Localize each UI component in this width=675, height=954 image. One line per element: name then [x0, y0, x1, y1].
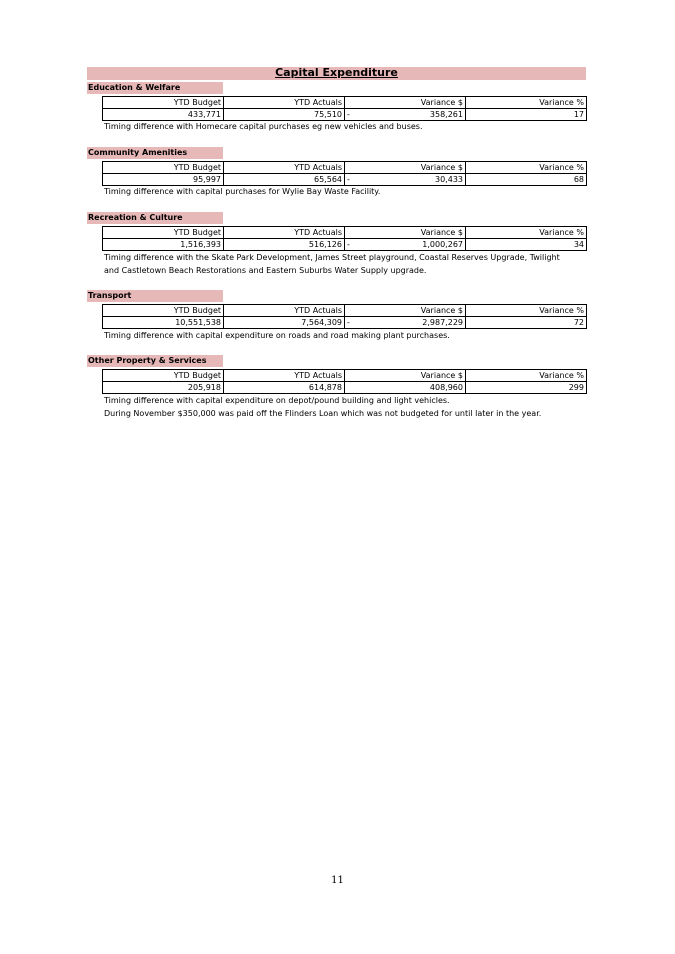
table-header-row [103, 162, 587, 174]
section-heading: Education & Welfare [87, 82, 223, 94]
page-title: Capital Expenditure [275, 66, 398, 79]
note-line: Timing difference with Homecare capital purchases eg new vehicles and buses. [104, 122, 423, 131]
variance-table [102, 369, 587, 394]
section-heading: Community Amenities [87, 147, 223, 159]
header-variance-percent: Variance % [466, 370, 587, 382]
variance-dollar-cell [345, 239, 466, 251]
note-line: Timing difference with capital expenditure on roads and road making plant purchases. [104, 331, 450, 340]
header-ytd-budget: YTD Budget [103, 227, 224, 239]
variance-dollar-cell [345, 174, 466, 186]
ytd-budget-value: 205,918 [103, 382, 224, 394]
header-ytd-actuals: YTD Actuals [224, 227, 345, 239]
header-ytd-budget: YTD Budget [103, 370, 224, 382]
ytd-actuals-value: 614,878 [224, 382, 345, 394]
table-row [103, 109, 587, 121]
variance-percent-value: 34 [466, 239, 587, 251]
variance-percent-value: 17 [466, 109, 587, 121]
header-variance-percent: Variance % [466, 305, 587, 317]
table-header-row [103, 97, 587, 109]
header-variance-dollar: Variance $ [345, 370, 466, 382]
ytd-budget-value: 1,516,393 [103, 239, 224, 251]
note-line: and Castletown Beach Restorations and Eastern Suburbs Water Supply upgrade. [104, 266, 427, 275]
section-heading: Other Property & Services [87, 355, 223, 367]
variance-percent-value: 72 [466, 317, 587, 329]
negative-sign: - [347, 240, 350, 249]
variance-table [102, 304, 587, 329]
section-heading: Recreation & Culture [87, 212, 223, 224]
header-variance-dollar: Variance $ [345, 162, 466, 174]
header-variance-dollar: Variance $ [345, 97, 466, 109]
header-ytd-budget: YTD Budget [103, 97, 224, 109]
page-number: 11 [331, 875, 344, 886]
variance-dollar-value: 30,433 [435, 175, 463, 184]
header-variance-dollar: Variance $ [345, 227, 466, 239]
table-header-row [103, 227, 587, 239]
ytd-actuals-value: 516,126 [224, 239, 345, 251]
variance-dollar-value: 1,000,267 [422, 240, 463, 249]
section-heading: Transport [87, 290, 223, 302]
header-variance-percent: Variance % [466, 162, 587, 174]
note-line: Timing difference with the Skate Park Development, James Street playground, Coastal Reserves Upgrade, Twilight [104, 253, 560, 262]
header-ytd-budget: YTD Budget [103, 305, 224, 317]
table-header-row [103, 370, 587, 382]
ytd-actuals-value: 65,564 [224, 174, 345, 186]
ytd-budget-value: 10,551,538 [103, 317, 224, 329]
variance-table [102, 161, 587, 186]
header-variance-percent: Variance % [466, 227, 587, 239]
title-bar [87, 67, 586, 80]
note-line: Timing difference with capital purchases for Wylie Bay Waste Facility. [104, 187, 381, 196]
ytd-budget-value: 95,997 [103, 174, 224, 186]
note-line: Timing difference with capital expenditure on depot/pound building and light vehicles. [104, 396, 450, 405]
variance-dollar-cell [345, 317, 466, 329]
table-row [103, 382, 587, 394]
ytd-actuals-value: 75,510 [224, 109, 345, 121]
header-variance-dollar: Variance $ [345, 305, 466, 317]
table-row [103, 317, 587, 329]
variance-dollar-cell [345, 382, 466, 394]
header-ytd-actuals: YTD Actuals [224, 305, 345, 317]
variance-dollar-cell [345, 109, 466, 121]
variance-dollar-value: 408,960 [429, 383, 463, 392]
note-line: During November $350,000 was paid off the Flinders Loan which was not budgeted for until later in the year. [104, 409, 542, 418]
ytd-budget-value: 433,771 [103, 109, 224, 121]
variance-dollar-value: 358,261 [429, 110, 463, 119]
table-row [103, 174, 587, 186]
variance-percent-value: 68 [466, 174, 587, 186]
header-ytd-actuals: YTD Actuals [224, 162, 345, 174]
header-variance-percent: Variance % [466, 97, 587, 109]
variance-dollar-value: 2,987,229 [422, 318, 463, 327]
header-ytd-actuals: YTD Actuals [224, 370, 345, 382]
table-row [103, 239, 587, 251]
negative-sign: - [347, 110, 350, 119]
table-header-row [103, 305, 587, 317]
variance-table [102, 226, 587, 251]
ytd-actuals-value: 7,564,309 [224, 317, 345, 329]
negative-sign: - [347, 175, 350, 184]
header-ytd-budget: YTD Budget [103, 162, 224, 174]
header-ytd-actuals: YTD Actuals [224, 97, 345, 109]
negative-sign: - [347, 318, 350, 327]
variance-table [102, 96, 587, 121]
variance-percent-value: 299 [466, 382, 587, 394]
